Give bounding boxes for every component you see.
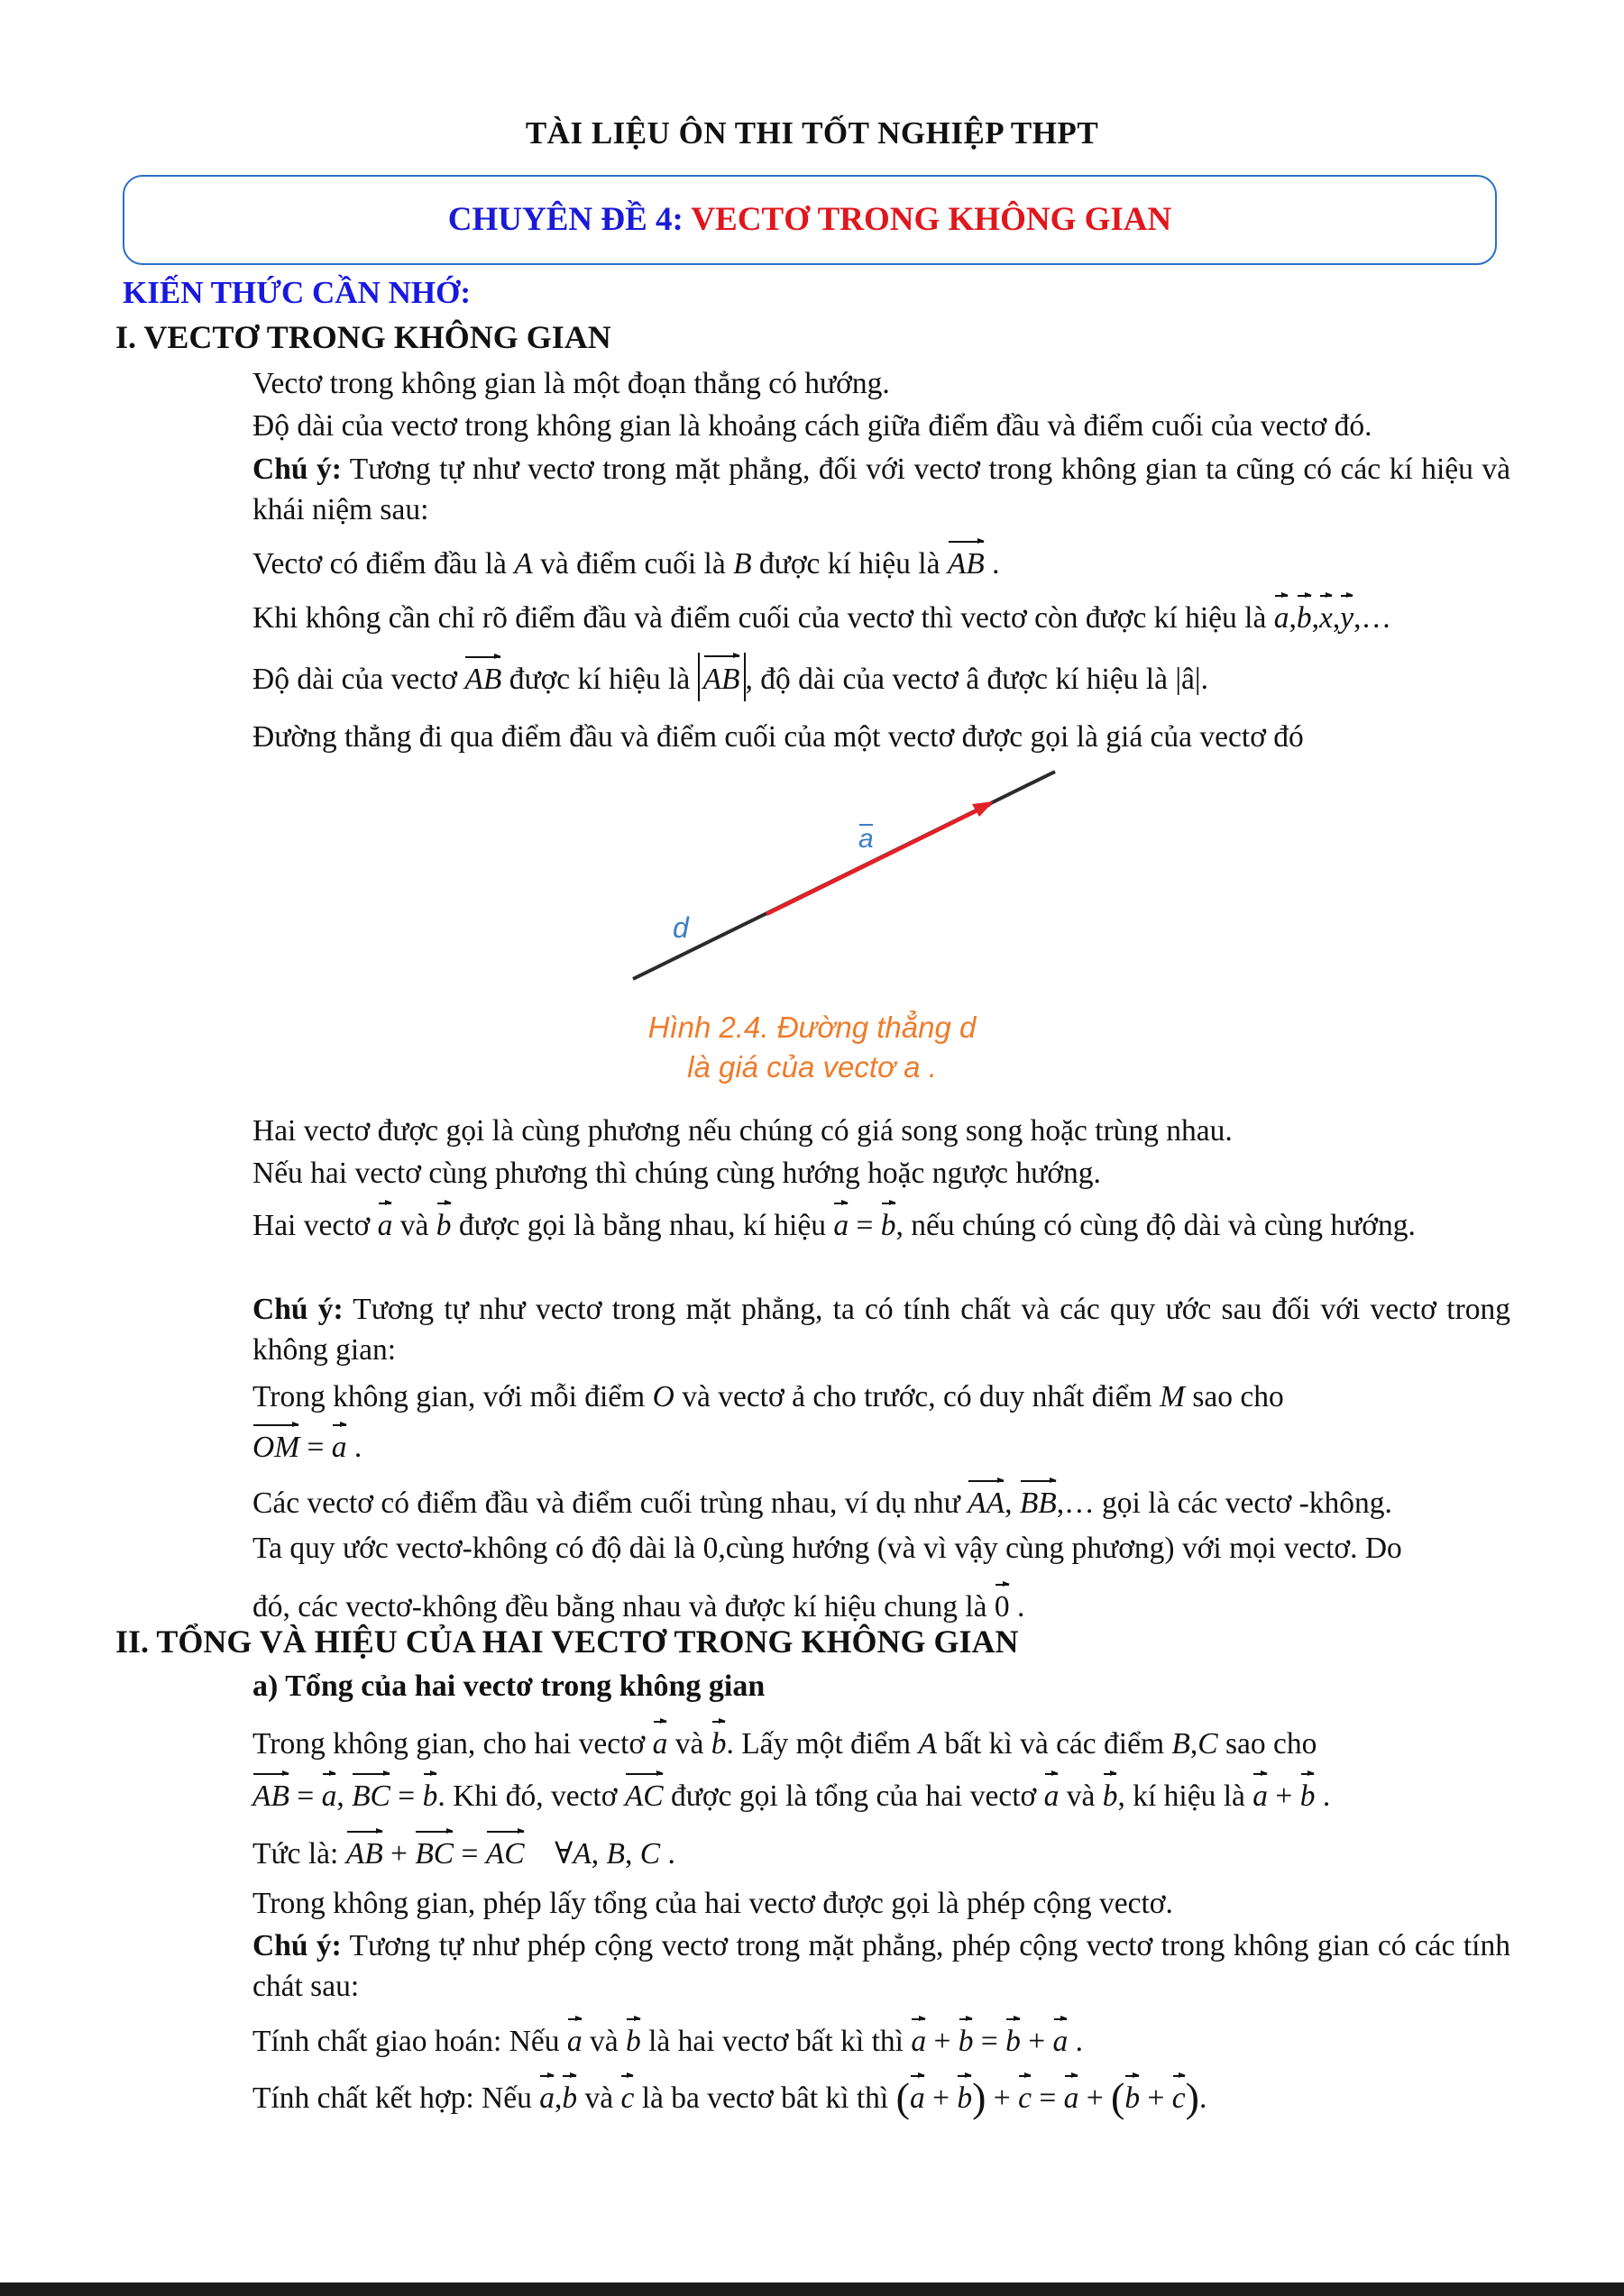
s2-paragraph-6: Tính chất kết hợp: Nếu a,b và c là ba vectơ bât kì thì (a + b) + c = a + (b + c). — [252, 2074, 1207, 2120]
s2-note: Chú ý: Tương tự như phép cộng vectơ trong mặt phẳng, phép cộng vectơ trong không gian có các tính chát sau: — [252, 1929, 1510, 2003]
s1-paragraph-2: Độ dài của vectơ trong không gian là khoảng cách giữa điểm đầu và điểm cuối của vectơ đó. — [252, 409, 1372, 443]
s1-paragraph-1: Vectơ trong không gian là một đoạn thẳng có hướng. — [252, 367, 890, 400]
s1-formula-om: OM = a . — [252, 1422, 362, 1468]
topic-prefix: CHUYÊN ĐỀ 4: — [447, 201, 684, 238]
s2-paragraph-2: AB = a, BC = b. Khi đó, vectơ AC được gọi là tổng của hai vectơ a và b, kí hiệu là a + b . — [252, 1770, 1330, 1816]
s1-paragraph-13: đó, các vectơ-không đều bằng nhau và được kí hiệu chung là 0 . — [252, 1581, 1024, 1627]
s1-paragraph-11: Các vectơ có điểm đầu và điểm cuối trùng nhau, ví dụ như AA, BB,… gọi là các vectơ -không. — [252, 1477, 1392, 1523]
s2-paragraph-3: Tức là: AB + BC = AC ∀A, B, C . — [252, 1828, 675, 1874]
page-title: TÀI LIỆU ÔN THI TỐT NGHIỆP THPT — [525, 115, 1099, 151]
arrow-head-icon — [972, 801, 994, 817]
vector-a-label: a — [858, 824, 874, 854]
bottom-bar — [0, 2282, 1624, 2296]
s1-note-2: Chú ý: Tương tự như vectơ trong mặt phẳng, ta có tính chất và các quy ước sau đối với vectơ trong không gian: — [252, 1293, 1510, 1367]
note-label: Chú ý: — [252, 453, 342, 486]
s1-paragraph-3: Vectơ có điểm đầu là A và điểm cuối là B được kí hiệu là AB . — [252, 538, 1000, 584]
section1-heading: I. VECTƠ TRONG KHÔNG GIAN — [115, 319, 611, 355]
s1-paragraph-10: Trong không gian, với mỗi điểm O và vectơ ả cho trước, có duy nhất điểm M sao cho — [252, 1380, 1284, 1413]
section2-subheading-a: a) Tổng của hai vectơ trong không gian — [252, 1669, 766, 1703]
s1-paragraph-12: Ta quy ước vectơ-không có độ dài là 0,cùng hướng (và vì vậy cùng phương) với mọi vectơ. Do — [252, 1532, 1402, 1565]
s1-paragraph-8: Nếu hai vectơ cùng phương thì chúng cùng hướng hoặc ngược hướng. — [252, 1157, 1101, 1190]
s1-paragraph-5: Độ dài của vectơ AB được kí hiệu là AB , độ dài của vectơ â được kí hiệu là |â|. — [252, 653, 1208, 701]
note-text: Tương tự như vectơ trong mặt phẳng, đối với vectơ trong không gian ta cũng có các kí hiệu và khái niệm sau: — [252, 453, 1510, 526]
s2-paragraph-5: Tính chất giao hoán: Nếu a và b là hai vectơ bất kì thì a + b = b + a . — [252, 2016, 1083, 2062]
s1-paragraph-6: Đường thẳng đi qua điểm đầu và điểm cuối của một vectơ được gọi là giá của vectơ đó — [252, 720, 1304, 754]
s2-paragraph-4: Trong không gian, phép lấy tổng của hai vectơ được gọi là phép cộng vectơ. — [252, 1887, 1173, 1920]
s1-paragraph-9: Hai vectơ a và b được gọi là bằng nhau, kí hiệu a = b, nếu chúng có cùng độ dài và cùng hướng. — [252, 1200, 1510, 1246]
section2-heading: II. TỔNG VÀ HIỆU CỦA HAI VECTƠ TRONG KHÔNG GIAN — [115, 1624, 1019, 1660]
s1-paragraph-4: Khi không cần chỉ rõ điểm đầu và điểm cuối của vectơ thì vectơ còn được kí hiệu là a,b,x,y,… — [252, 592, 1391, 638]
s1-note-1 — [252, 449, 1510, 530]
figure-caption-line2: là giá của vectơ a . — [687, 1050, 937, 1084]
s1-paragraph-7: Hai vectơ được gọi là cùng phương nếu chúng có giá song song hoặc trùng nhau. — [252, 1114, 1233, 1148]
vector-figure — [622, 757, 1091, 992]
line-d-label: d — [673, 911, 689, 944]
figure-caption-line1: Hình 2.4. Đường thẳng d — [647, 1011, 977, 1044]
topic-name: VECTƠ TRONG KHÔNG GIAN — [691, 201, 1172, 238]
topic-banner — [123, 175, 1497, 265]
knowledge-heading: KIẾN THỨC CẦN NHỚ: — [123, 275, 471, 310]
s2-paragraph-1: Trong không gian, cho hai vectơ a và b. Lấy một điểm A bất kì và các điểm B,C sao cho — [252, 1718, 1317, 1764]
vector-a-arrow — [766, 804, 990, 914]
